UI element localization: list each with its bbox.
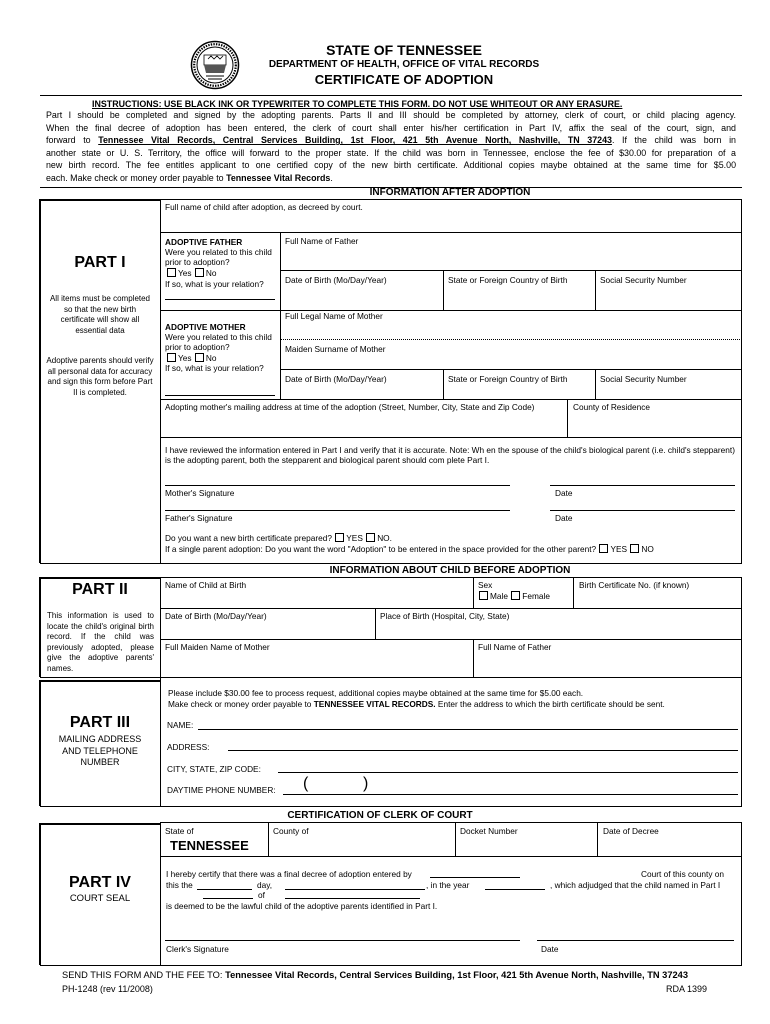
rda-number: RDA 1399	[666, 984, 708, 994]
part1-label: PART I	[74, 254, 126, 271]
day-text: day,	[257, 880, 273, 890]
sex-choice: Male Female	[478, 591, 550, 601]
of-text: of	[258, 890, 265, 900]
rule	[741, 822, 742, 965]
father-sign-date-line[interactable]	[550, 510, 735, 511]
rule	[567, 399, 568, 437]
mother-maiden-field[interactable]	[281, 354, 741, 368]
rule	[160, 577, 161, 677]
rule	[160, 856, 742, 857]
mail-address-label: ADDRESS:	[167, 742, 210, 752]
section-title-after-adoption: INFORMATION AFTER ADOPTION	[369, 187, 531, 198]
daytime-phone-line[interactable]	[283, 794, 738, 795]
rule	[160, 437, 742, 438]
clerk-signature-label: Clerk's Signature	[166, 944, 229, 954]
rule	[160, 822, 742, 823]
rule	[160, 677, 161, 806]
rule	[741, 577, 742, 677]
new-certificate-question: Do you want a new birth certificate prepared? YES NO.	[165, 533, 392, 543]
verification-text: I have reviewed the information entered in Part I and verify that it is accurate. Note: Wh en the spouse of the child's biological parent (i.e. child's stepparent) is the adopting parent, both the stepparent and biological parent should com plete Part I.	[165, 445, 735, 465]
child-dob-label: Date of Birth (Mo/Day/Year)	[165, 611, 267, 621]
rule	[595, 369, 596, 399]
part3-label: PART III	[69, 714, 131, 731]
mother-ssn-label: Social Security Number	[600, 374, 687, 384]
rule	[39, 199, 161, 201]
mother-date-label: Date	[555, 488, 573, 498]
part2-label: PART II	[72, 581, 128, 598]
mother-relation-label: If so, what is your relation?	[165, 363, 264, 373]
form-number: PH-1248 (rev 11/2008)	[62, 984, 153, 994]
mother-birthplace-label: State or Foreign Country of Birth	[448, 374, 568, 384]
rule	[160, 639, 742, 640]
mother-related-choice: Yes No	[166, 353, 216, 363]
child-name-after-label: Full name of child after adoption, as decreed by court.	[165, 202, 363, 212]
rule	[280, 339, 742, 340]
birth-cert-no-label: Birth Certificate No. (if known)	[579, 580, 690, 590]
birth-father-label: Full Name of Father	[478, 642, 552, 652]
part3-payee-text: Make check or money order payable to TENNESSEE VITAL RECORDS. Enter the address to which the birth certificate should be sent.	[168, 699, 665, 709]
rule	[473, 639, 474, 677]
rule	[40, 806, 742, 807]
mother-name-field[interactable]	[281, 321, 741, 338]
day-line[interactable]	[197, 889, 252, 890]
mail-address-line[interactable]	[228, 750, 738, 751]
mother-dob-label: Date of Birth (Mo/Day/Year)	[285, 374, 387, 384]
docket-number-label: Docket Number	[460, 826, 518, 836]
rule	[455, 822, 456, 856]
date-of-decree-label: Date of Decree	[603, 826, 659, 836]
rule	[443, 270, 444, 310]
part1-note-essential: All items must be completed so that the new birth certificate will show all essential data	[49, 294, 151, 335]
rule	[160, 199, 742, 200]
instructions-body: Part I should be completed and signed by the adopting parents. Parts II and III should be completed by attorney, clerk of court, or child placing agency. When the final decree of adoption has been entered, the clerk of court shall enter his/her certification in Part IV, affix the seal of the court, sign, and forward to Tennessee Vital Records, Central Services Building, 1st Floor, 421 5th Avenue North, Nashville, TN 37243. If the child was born in another state or U. S. Territory, the office will forward to the proper state. If the child was born in Tennessee, enclose the fee of $30.00 for preparation of a new birth record. The fee entitles applicant to one certified copy of the new birth certificate. Additional copies maybe obtained at the same time for $5.00 each. Make check or money order payable to Tennessee Vital Records.	[46, 110, 736, 183]
rule	[160, 310, 742, 311]
mail-city-label: CITY, STATE, ZIP CODE:	[167, 764, 261, 774]
child-name-birth-label: Name of Child at Birth	[165, 580, 247, 590]
mail-name-line[interactable]	[198, 729, 738, 730]
father-relation-label: If so, what is your relation?	[165, 279, 264, 289]
rule	[39, 823, 161, 825]
instructions-heading: INSTRUCTIONS: USE BLACK INK OR TYPEWRITER TO COMPLETE THIS FORM. DO NOT USE WHITEOUT OR ANY ERASURE.	[92, 99, 623, 109]
state-title: STATE OF TENNESSEE	[326, 42, 482, 58]
part1-note-verify: Adoptive parents should verify all personal data for accuracy and sign this form before Part II is completed.	[46, 356, 154, 397]
header-rule	[40, 95, 742, 96]
sex-male-checkbox[interactable]	[479, 591, 488, 600]
adjudged-text: , which adjudged that the child named in Part I	[550, 880, 721, 890]
father-related-question: Were you related to this child prior to adoption?	[165, 247, 272, 267]
rule	[160, 822, 161, 965]
mother-address-label: Adopting mother's mailing address at time of the adoption (Street, Number, City, State and Zip Code)	[165, 402, 535, 412]
daytime-phone-label: DAYTIME PHONE NUMBER:	[167, 785, 276, 795]
rule	[160, 577, 742, 578]
mother-related-yes-checkbox[interactable]	[167, 353, 176, 362]
father-ssn-label: Social Security Number	[600, 275, 687, 285]
single-parent-yes-checkbox[interactable]	[599, 544, 608, 553]
part4-label: PART IV	[69, 874, 131, 891]
year-line[interactable]	[485, 889, 545, 890]
this-the-text: this the	[166, 880, 193, 890]
father-signature-line[interactable]	[165, 510, 510, 511]
lawful-child-text: is deemed to be the lawful child of the adoptive parents identified in Part I.	[166, 901, 438, 911]
phone-paren-close: )	[363, 775, 369, 792]
maiden-mother-label: Full Maiden Name of Mother	[165, 642, 270, 652]
rule	[160, 199, 161, 563]
mother-related-question: Were you related to this child prior to adoption?	[165, 332, 272, 352]
of-line-right[interactable]	[285, 898, 420, 899]
mother-related-no-checkbox[interactable]	[195, 353, 204, 362]
mail-city-line[interactable]	[278, 772, 738, 773]
rule	[160, 232, 742, 233]
father-name-field[interactable]	[281, 246, 741, 269]
father-dob-label: Date of Birth (Mo/Day/Year)	[285, 275, 387, 285]
father-related-yes-checkbox[interactable]	[167, 268, 176, 277]
father-date-label: Date	[555, 513, 573, 523]
state-seal-icon	[190, 40, 240, 90]
rule	[375, 608, 376, 639]
section-title-clerk: CERTIFICATION OF CLERK OF COURT	[287, 810, 473, 821]
father-related-no-checkbox[interactable]	[195, 268, 204, 277]
new-cert-no-checkbox[interactable]	[366, 533, 375, 542]
rule	[40, 677, 742, 678]
state-of-label: State of	[165, 826, 194, 836]
in-the-year-text: , in the year	[426, 880, 470, 890]
rule	[597, 822, 598, 856]
father-signature-label: Father's Signature	[165, 513, 233, 523]
department-title: DEPARTMENT OF HEALTH, OFFICE OF VITAL RECORDS	[268, 59, 540, 70]
rule	[280, 270, 742, 271]
court-seal-label: COURT SEAL	[69, 893, 131, 904]
mother-maiden-label: Maiden Surname of Mother	[285, 344, 386, 354]
child-name-after-field[interactable]	[161, 212, 741, 232]
rule	[595, 270, 596, 310]
mother-signature-line[interactable]	[165, 485, 510, 486]
rule	[741, 677, 742, 806]
adoptive-father-heading: ADOPTIVE FATHER	[165, 237, 243, 247]
month-line[interactable]	[285, 889, 425, 890]
rule	[280, 369, 742, 370]
send-form-text: SEND THIS FORM AND THE FEE TO: Tennessee Vital Records, Central Services Building, 1st Floor, 421 5th Avenue North, Nashville, TN 37243	[62, 970, 689, 980]
clerk-signature-line[interactable]	[165, 940, 520, 941]
single-parent-question: If a single parent adoption: Do you want the word "Adoption" to be entered in the space provided for the other parent? YES NO	[165, 544, 654, 554]
state-of-value: TENNESSEE	[170, 838, 249, 853]
rule	[573, 577, 574, 608]
court-name-line[interactable]	[430, 877, 520, 878]
mother-signature-label: Mother's Signature	[165, 488, 235, 498]
of-line-left[interactable]	[203, 898, 253, 899]
rule	[39, 681, 41, 806]
father-name-label: Full Name of Father	[285, 236, 359, 246]
part3-fee-text: Please include $30.00 fee to process request, additional copies maybe obtained at the same time for $5.00 each.	[168, 688, 584, 698]
new-cert-yes-checkbox[interactable]	[335, 533, 344, 542]
clerk-date-label: Date	[541, 944, 559, 954]
rule	[165, 299, 275, 300]
phone-paren-open: (	[303, 775, 309, 792]
adoptive-mother-heading: ADOPTIVE MOTHER	[165, 322, 246, 332]
county-of-label: County of	[273, 826, 309, 836]
sex-female-checkbox[interactable]	[511, 591, 520, 600]
certify-text: I hereby certify that there was a final decree of adoption entered by	[166, 869, 412, 879]
court-of-county-text: Court of this county on	[641, 869, 725, 879]
father-related-choice: Yes No	[166, 268, 216, 278]
rule	[473, 577, 474, 608]
county-residence-label: County of Residence	[573, 402, 651, 412]
rule	[268, 822, 269, 856]
rule	[443, 369, 444, 399]
rule	[160, 399, 742, 400]
place-of-birth-label: Place of Birth (Hospital, City, State)	[380, 611, 510, 621]
rule	[165, 395, 275, 396]
rule	[39, 680, 161, 682]
form-title: CERTIFICATE OF ADOPTION	[314, 72, 494, 87]
mail-name-label: NAME:	[167, 720, 194, 730]
part2-side-note: This information is used to locate the child's original birth record. If the child was previously adopted, please give the adoptive parents' names.	[47, 611, 154, 673]
father-birthplace-label: State or Foreign Country of Birth	[448, 275, 568, 285]
mother-sign-date-line[interactable]	[550, 485, 735, 486]
rule	[741, 199, 742, 563]
rule	[40, 563, 742, 564]
section-title-before-adoption: INFORMATION ABOUT CHILD BEFORE ADOPTION	[329, 565, 571, 576]
single-parent-no-checkbox[interactable]	[630, 544, 639, 553]
rule	[160, 608, 742, 609]
mother-name-label: Full Legal Name of Mother	[285, 311, 383, 321]
rule	[39, 577, 161, 579]
clerk-date-line[interactable]	[537, 940, 734, 941]
rule	[40, 965, 742, 966]
sex-label: Sex	[478, 580, 493, 590]
part3-side-note: MAILING ADDRESS AND TELEPHONE NUMBER	[58, 734, 142, 767]
